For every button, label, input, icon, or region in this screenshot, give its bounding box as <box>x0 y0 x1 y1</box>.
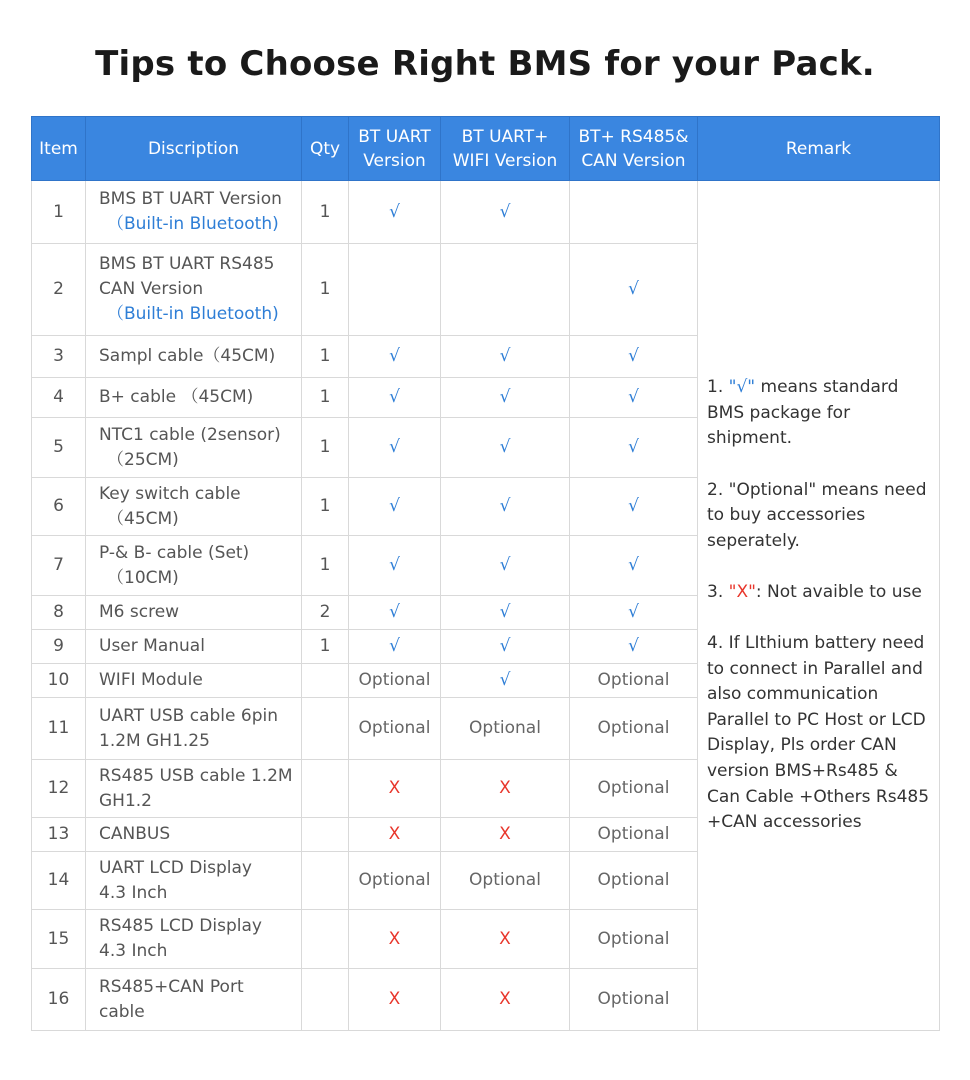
item-number: 9 <box>32 630 86 664</box>
item-qty <box>302 698 349 760</box>
bt-rs485-can-cell <box>570 664 698 698</box>
remark-notes <box>698 181 940 1031</box>
cross-mark-icon: X <box>499 928 511 949</box>
item-description <box>86 536 302 596</box>
header-bt-uart-line2: Version <box>363 150 426 171</box>
bt-uart-wifi-cell <box>441 852 570 910</box>
check-mark-icon: √ <box>389 555 400 575</box>
item-qty: 1 <box>302 630 349 664</box>
bt-rs485-can-cell <box>570 181 698 244</box>
bt-uart-wifi-cell <box>441 630 570 664</box>
description-line: RS485 USB cable 1.2M <box>99 765 293 786</box>
check-mark-icon: √ <box>499 346 511 366</box>
item-qty <box>302 969 349 1031</box>
bt-uart-cell <box>349 630 441 664</box>
description-line: 4.3 Inch <box>99 882 168 903</box>
description-line: BMS BT UART Version <box>99 189 282 209</box>
bt-uart-cell <box>349 852 441 910</box>
check-mark-icon: √ <box>389 437 400 457</box>
item-qty <box>302 852 349 910</box>
optional-label: Optional <box>597 718 670 738</box>
check-mark-icon: √ <box>628 602 639 622</box>
remark-note-1 <box>707 375 931 452</box>
item-number: 7 <box>32 536 86 596</box>
item-qty: 1 <box>302 181 349 244</box>
bt-uart-wifi-cell <box>441 818 570 852</box>
check-mark-icon: √ <box>628 636 639 656</box>
item-number: 10 <box>32 664 86 698</box>
note-1-prefix: 1. <box>707 377 729 398</box>
check-mark-icon: √ <box>628 496 639 516</box>
item-qty: 1 <box>302 244 349 336</box>
description-line: （10CM) <box>107 567 179 588</box>
table-header-row <box>32 117 940 181</box>
bt-uart-wifi-cell <box>441 336 570 378</box>
bt-uart-wifi-cell <box>441 418 570 478</box>
header-bt-rs485-can-line1: BT+ RS485& <box>578 126 689 147</box>
item-description <box>86 336 302 378</box>
check-mark-icon: √ <box>628 555 639 575</box>
bt-uart-cell <box>349 181 441 244</box>
check-mark-icon: √ <box>628 346 639 366</box>
cross-mark-icon: X <box>388 824 401 844</box>
header-bt-uart <box>349 117 441 181</box>
bt-rs485-can-cell <box>570 596 698 630</box>
bt-uart-cell <box>349 244 441 336</box>
bt-uart-wifi-cell <box>441 969 570 1031</box>
bt-uart-cell <box>349 969 441 1031</box>
item-number: 16 <box>32 969 86 1031</box>
item-qty: 1 <box>302 336 349 378</box>
builtin-bluetooth-note: （Built-in Bluetooth) <box>107 214 279 234</box>
item-qty: 1 <box>302 418 349 478</box>
item-description <box>86 181 302 244</box>
check-mark-icon: √ <box>499 387 511 407</box>
item-qty: 1 <box>302 378 349 418</box>
description-line: User Manual <box>99 636 205 656</box>
item-qty <box>302 818 349 852</box>
bt-uart-cell <box>349 336 441 378</box>
header-bt-rs485-can <box>570 117 698 181</box>
optional-label: Optional <box>469 718 541 738</box>
bt-uart-cell <box>349 478 441 536</box>
bt-uart-cell <box>349 910 441 969</box>
bt-uart-wifi-cell <box>441 910 570 969</box>
check-mark-icon: √ <box>499 555 511 575</box>
item-qty: 2 <box>302 596 349 630</box>
bt-uart-wifi-cell <box>441 596 570 630</box>
bt-uart-wifi-cell <box>441 536 570 596</box>
item-description <box>86 969 302 1031</box>
item-description <box>86 760 302 818</box>
item-qty <box>302 664 349 698</box>
bt-rs485-can-cell <box>570 698 698 760</box>
optional-label: Optional <box>358 670 431 690</box>
optional-label: Optional <box>469 870 541 890</box>
description-line: UART LCD Display <box>99 857 252 878</box>
optional-label: Optional <box>358 870 431 890</box>
item-description <box>86 818 302 852</box>
check-mark-icon: √ <box>389 636 400 656</box>
item-qty <box>302 910 349 969</box>
bt-uart-wifi-cell <box>441 244 570 336</box>
bt-rs485-can-cell <box>570 244 698 336</box>
note-3-prefix: 3. <box>707 581 729 602</box>
note-1-text: means standard BMS package for shipment. <box>707 377 899 449</box>
bt-uart-wifi-cell <box>441 698 570 760</box>
optional-label: Optional <box>597 824 670 844</box>
bt-uart-wifi-cell <box>441 760 570 818</box>
description-line: CAN Version <box>99 279 204 299</box>
bt-uart-cell <box>349 698 441 760</box>
description-line: Key switch cable <box>99 483 241 504</box>
remark-note-3 <box>707 580 931 606</box>
check-mark-icon: √ <box>628 279 639 299</box>
description-line: UART USB cable 6pin <box>99 705 278 726</box>
remark-note-2: 2. "Optional" means need to buy accessories seperately. <box>707 479 927 551</box>
optional-label: Optional <box>597 928 670 949</box>
header-bt-uart-wifi <box>441 117 570 181</box>
note-1-symbol: "√" <box>728 377 756 398</box>
bt-rs485-can-cell <box>570 969 698 1031</box>
bt-rs485-can-cell <box>570 336 698 378</box>
item-description <box>86 698 302 760</box>
optional-label: Optional <box>597 870 670 890</box>
item-number: 8 <box>32 596 86 630</box>
cross-mark-icon: X <box>499 778 511 798</box>
item-description <box>86 910 302 969</box>
bt-uart-wifi-cell <box>441 181 570 244</box>
item-description <box>86 378 302 418</box>
item-number: 3 <box>32 336 86 378</box>
description-line: RS485 LCD Display <box>99 916 262 936</box>
item-description <box>86 630 302 664</box>
check-mark-icon: √ <box>389 387 400 407</box>
check-mark-icon: √ <box>499 201 511 222</box>
item-number: 11 <box>32 698 86 760</box>
bt-uart-cell <box>349 760 441 818</box>
check-mark-icon: √ <box>499 496 511 516</box>
check-mark-icon: √ <box>499 437 511 457</box>
description-line: NTC1 cable (2sensor) <box>99 424 281 445</box>
check-mark-icon: √ <box>499 670 511 690</box>
header-remark: Remark <box>698 117 940 181</box>
bt-uart-wifi-cell <box>441 478 570 536</box>
bt-uart-cell <box>349 418 441 478</box>
item-description <box>86 244 302 336</box>
item-number: 1 <box>32 181 86 244</box>
cross-mark-icon: X <box>388 928 401 949</box>
bt-rs485-can-cell <box>570 852 698 910</box>
bt-rs485-can-cell <box>570 536 698 596</box>
check-mark-icon: √ <box>499 636 511 656</box>
bt-rs485-can-cell <box>570 378 698 418</box>
check-mark-icon: √ <box>499 602 511 622</box>
description-line: （25CM) <box>107 449 179 470</box>
table-body <box>32 181 940 1031</box>
cross-mark-icon: X <box>388 989 401 1009</box>
optional-label: Optional <box>597 670 670 690</box>
item-number: 12 <box>32 760 86 818</box>
page-title: Tips to Choose Right BMS for your Pack. <box>95 44 875 84</box>
bt-uart-cell <box>349 596 441 630</box>
bt-rs485-can-cell <box>570 818 698 852</box>
description-line: （45CM) <box>107 508 179 529</box>
item-qty <box>302 760 349 818</box>
description-line: P-& B- cable (Set) <box>99 542 250 563</box>
header-qty: Qty <box>302 117 349 181</box>
item-number: 5 <box>32 418 86 478</box>
optional-label: Optional <box>597 989 670 1009</box>
note-3-text: : Not avaible to use <box>755 581 922 602</box>
bt-uart-cell <box>349 664 441 698</box>
bt-rs485-can-cell <box>570 630 698 664</box>
check-mark-icon: √ <box>389 496 400 516</box>
item-number: 6 <box>32 478 86 536</box>
bt-uart-cell <box>349 536 441 596</box>
item-description <box>86 478 302 536</box>
bms-comparison-table <box>31 116 940 1031</box>
description-line: RS485+CAN Port <box>99 976 244 997</box>
description-line: B+ cable （45CM) <box>99 387 254 407</box>
item-description <box>86 596 302 630</box>
bt-uart-cell <box>349 818 441 852</box>
bt-uart-wifi-cell <box>441 664 570 698</box>
cross-mark-icon: X <box>388 778 401 798</box>
header-bt-rs485-can-line2: CAN Version <box>581 150 686 171</box>
cross-mark-icon: X <box>499 824 511 844</box>
item-number: 4 <box>32 378 86 418</box>
header-bt-uart-line1: BT UART <box>358 126 431 147</box>
item-qty: 1 <box>302 478 349 536</box>
item-number: 14 <box>32 852 86 910</box>
bt-rs485-can-cell <box>570 910 698 969</box>
header-description: Discription <box>86 117 302 181</box>
item-number: 13 <box>32 818 86 852</box>
item-number: 15 <box>32 910 86 969</box>
note-3-symbol: "X" <box>728 581 756 602</box>
item-description <box>86 418 302 478</box>
description-line: BMS BT UART RS485 <box>99 254 275 274</box>
bt-uart-wifi-cell <box>441 378 570 418</box>
item-qty: 1 <box>302 536 349 596</box>
check-mark-icon: √ <box>389 346 400 366</box>
bt-rs485-can-cell <box>570 478 698 536</box>
description-line: CANBUS <box>99 824 171 844</box>
optional-label: Optional <box>358 718 431 738</box>
bt-uart-cell <box>349 378 441 418</box>
description-line: Sampl cable（45CM) <box>99 346 276 366</box>
description-line: WIFI Module <box>99 670 203 690</box>
description-line: M6 screw <box>99 602 180 622</box>
header-item: Item <box>32 117 86 181</box>
header-bt-uart-wifi-line1: BT UART+ <box>461 126 549 147</box>
cross-mark-icon: X <box>499 989 511 1009</box>
description-line: GH1.2 <box>99 790 152 811</box>
item-description <box>86 664 302 698</box>
description-line: 1.2M GH1.25 <box>99 730 210 751</box>
table-row <box>32 181 940 244</box>
header-bt-uart-wifi-line2: WIFI Version <box>452 150 558 171</box>
bt-rs485-can-cell <box>570 418 698 478</box>
check-mark-icon: √ <box>628 437 639 457</box>
bt-rs485-can-cell <box>570 760 698 818</box>
optional-label: Optional <box>597 778 670 798</box>
remark-note-4: 4. If LIthium battery need to connect in Parallel and also communication Parallel to PC Host or LCD Display, Pls order CAN version BMS+Rs485 & Can Cable +Others Rs485 +CAN accessories <box>707 633 930 833</box>
check-mark-icon: √ <box>628 387 639 407</box>
item-description <box>86 852 302 910</box>
check-mark-icon: √ <box>389 201 400 222</box>
builtin-bluetooth-note: （Built-in Bluetooth) <box>107 304 279 324</box>
description-line: 4.3 Inch <box>99 941 168 961</box>
description-line: cable <box>99 1001 145 1022</box>
item-number: 2 <box>32 244 86 336</box>
check-mark-icon: √ <box>389 602 400 622</box>
